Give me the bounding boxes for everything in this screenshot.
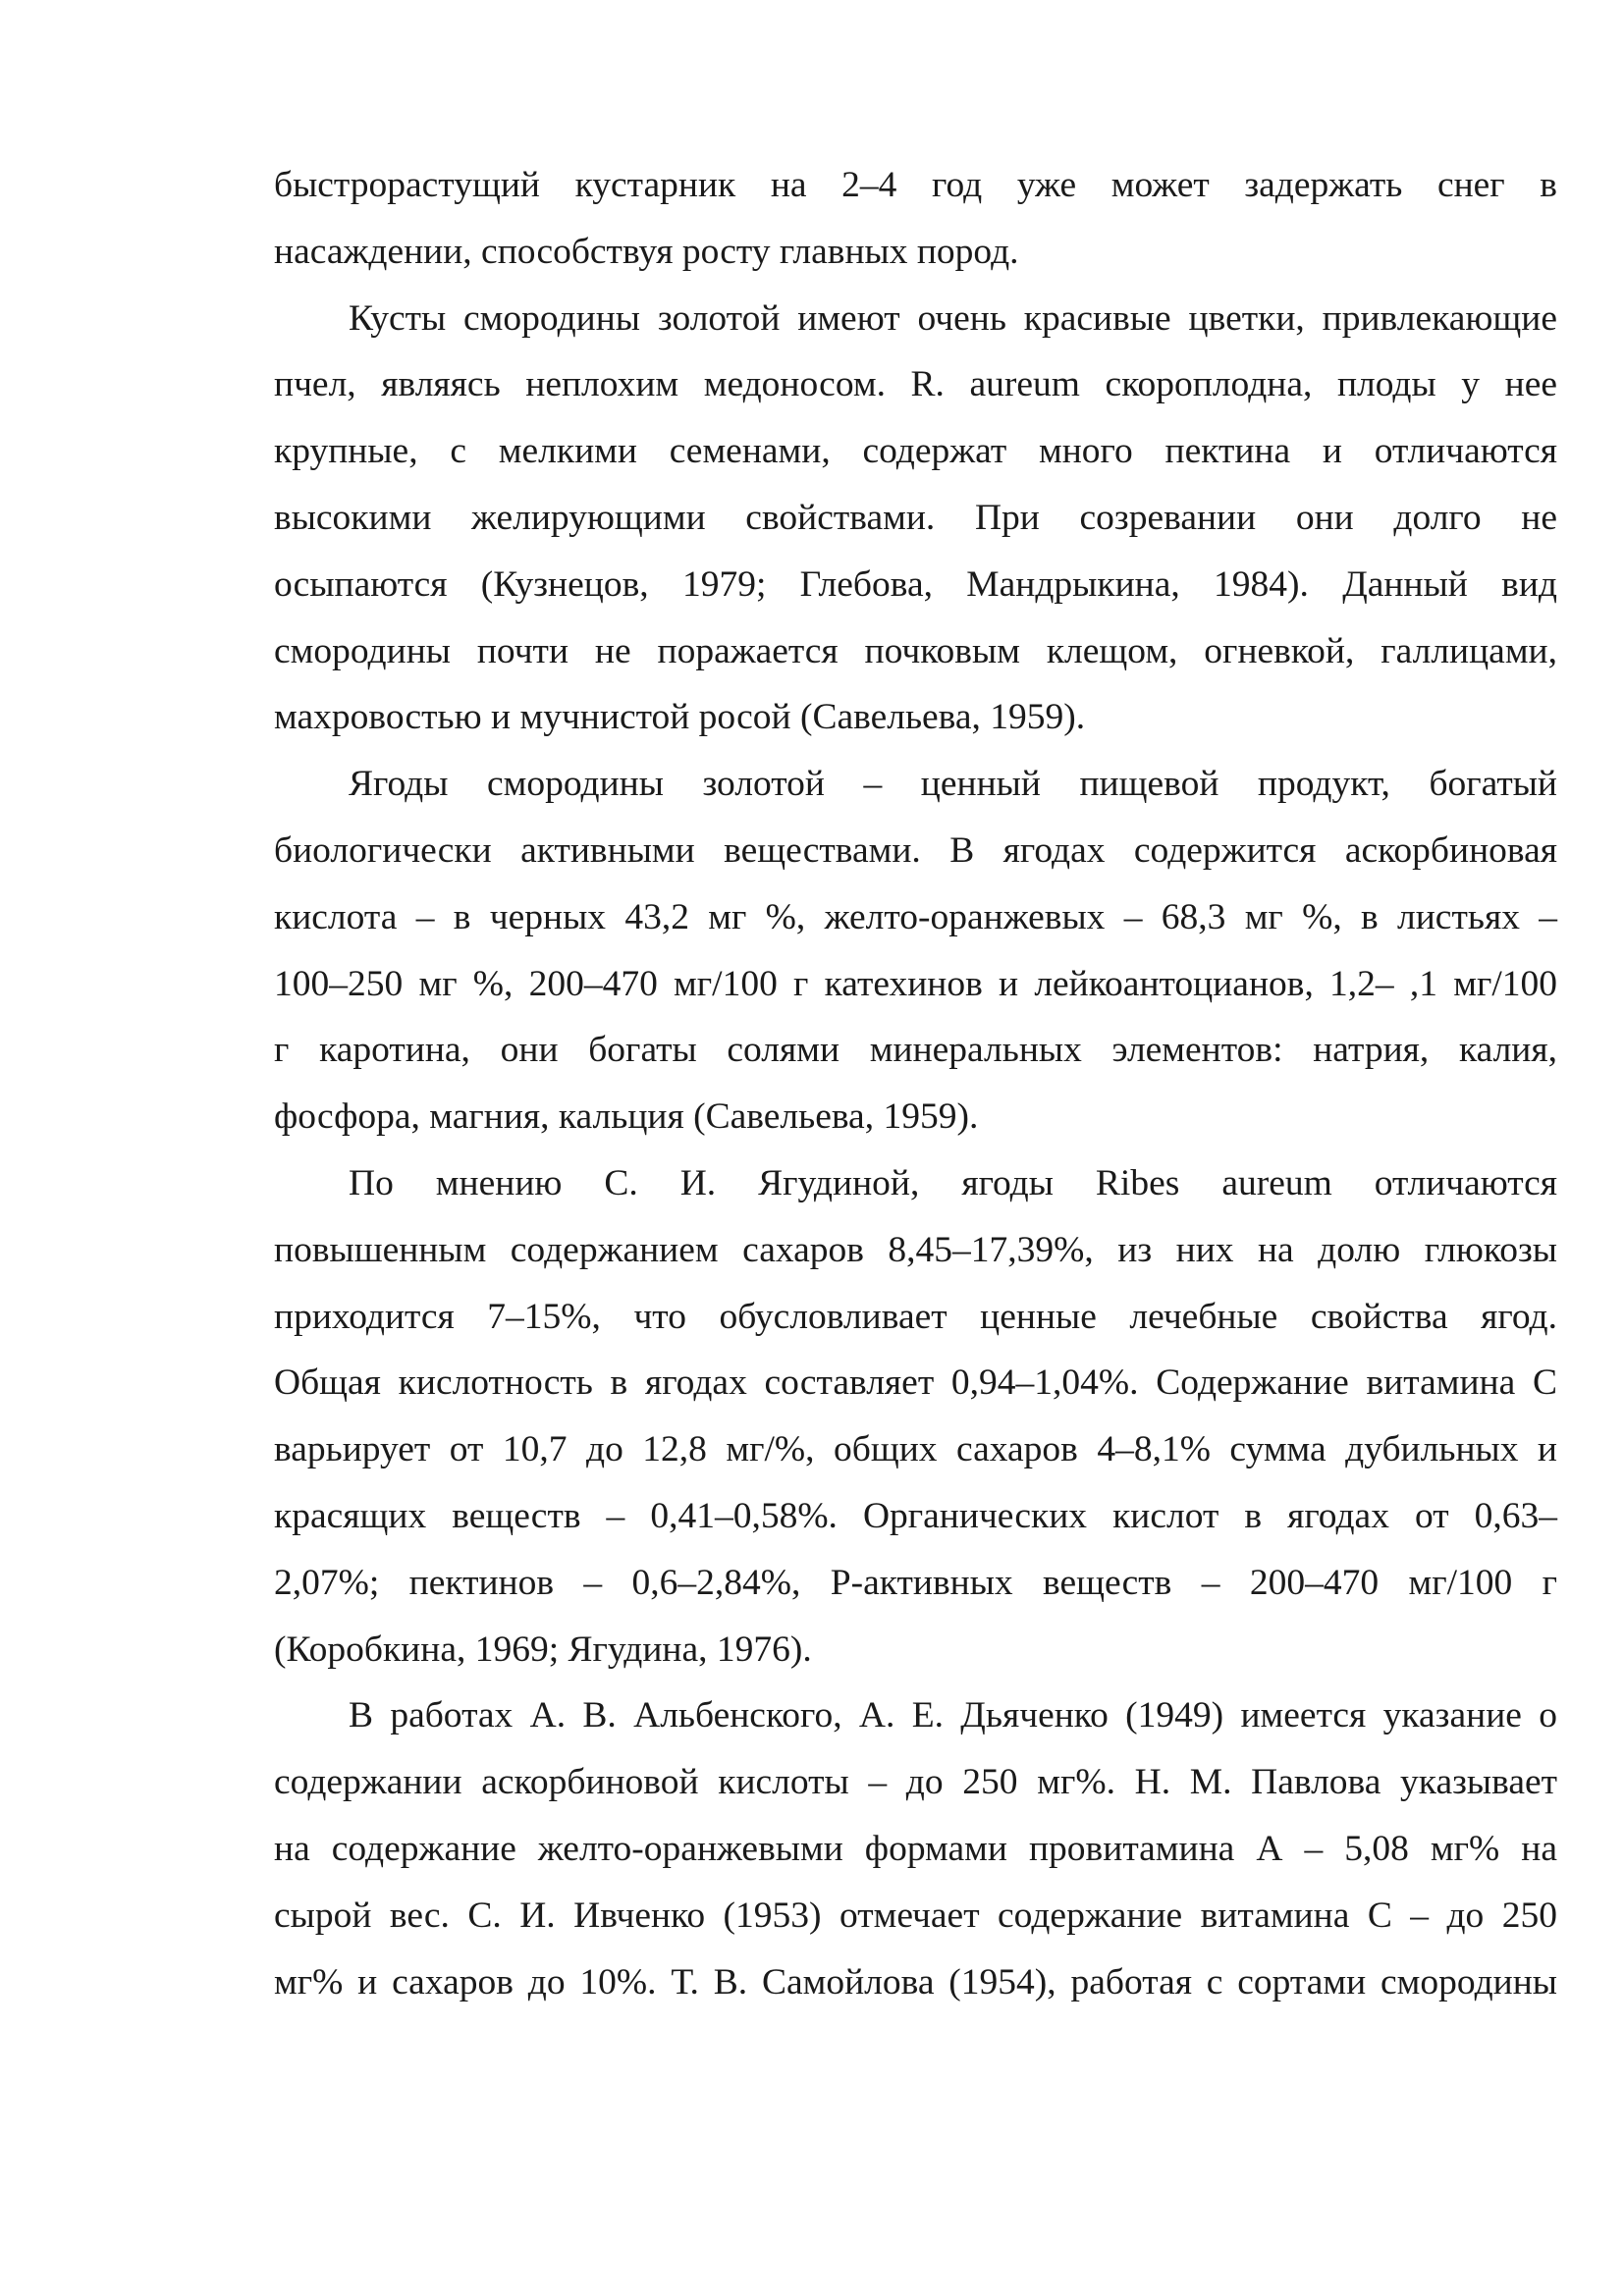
text-line: 2,07%; пектинов – 0,6–2,84%, Р-активных веществ – 200–470 мг/100 г	[274, 1562, 1557, 1603]
text-line: Общая кислотность в ягодах составляет 0,94–1,04%. Содержание витамина С	[274, 1362, 1557, 1404]
text-line: Кусты смородины золотой имеют очень красивые цветки, привлекающие	[349, 297, 1557, 339]
text-line: высокими желирующими свойствами. При созревании они долго не	[274, 497, 1557, 538]
text-line: крупные, с мелкими семенами, содержат много пектина и отличаются	[274, 431, 1557, 472]
text-line: По мнению С. И. Ягудиной, ягоды Ribes aureum отличаются	[349, 1162, 1557, 1203]
paragraph-2	[274, 286, 1557, 752]
text-line: Ягоды смородины золотой – ценный пищевой продукт, богатый	[349, 764, 1557, 805]
text-line: кислота – в черных 43,2 мг %, желто-оранжевых – 68,3 мг %, в листьях –	[274, 896, 1557, 937]
text-line: на содержание желто-оранжевыми формами провитамина А – 5,08 мг% на	[274, 1828, 1557, 1869]
paragraph-1	[274, 152, 1557, 286]
body-text	[274, 152, 1557, 2015]
paragraph-4	[274, 1150, 1557, 1682]
text-line: смородины почти не поражается почковым клещом, огневкой, галлицами,	[274, 630, 1557, 671]
text-line: варьирует от 10,7 до 12,8 мг/%, общих сахаров 4–8,1% сумма дубильных и	[274, 1429, 1557, 1470]
paragraph-5	[274, 1682, 1557, 2015]
text-line: повышенным содержанием сахаров 8,45–17,39%, из них на долю глюкозы	[274, 1229, 1557, 1270]
text-line: биологически активными веществами. В ягодах содержится аскорбиновая	[274, 829, 1557, 871]
text-line: В работах А. В. Альбенского, А. Е. Дьяченко (1949) имеется указание о	[349, 1695, 1557, 1736]
text-line: (Коробкина, 1969; Ягудина, 1976).	[274, 1629, 812, 1670]
text-line: быстрорастущий кустарник на 2–4 год уже может задержать снег в	[274, 165, 1557, 205]
paragraph-3	[274, 751, 1557, 1150]
text-line: пчел, являясь неплохим медоносом. R. aureum скороплодна, плоды у нее	[274, 364, 1557, 405]
text-line: красящих веществ – 0,41–0,58%. Органических кислот в ягодах от 0,63–	[274, 1495, 1557, 1536]
text-line: содержании аскорбиновой кислоты – до 250 мг%. Н. М. Павлова указывает	[274, 1762, 1557, 1803]
text-line: мг% и сахаров до 10%. Т. В. Самойлова (1954), работая с сортами смородины	[274, 1961, 1557, 2002]
text-line: насаждении, способствуя росту главных пород.	[274, 231, 1019, 272]
text-line: сырой вес. С. И. Ивченко (1953) отмечает содержание витамина С – до 250	[274, 1895, 1557, 1936]
text-line: махровостью и мучнистой росой (Савельева, 1959).	[274, 697, 1086, 738]
text-line: осыпаются (Кузнецов, 1979; Глебова, Мандрыкина, 1984). Данный вид	[274, 563, 1557, 605]
text-line: 100–250 мг %, 200–470 мг/100 г катехинов и лейкоантоцианов, 1,2– ,1 мг/100	[274, 963, 1557, 1004]
text-line: г каротина, они богаты солями минеральных элементов: натрия, калия,	[274, 1030, 1557, 1071]
text-line: фосфора, магния, кальция (Савельева, 1959).	[274, 1096, 979, 1138]
text-line: приходится 7–15%, что обусловливает ценные лечебные свойства ягод.	[274, 1296, 1557, 1337]
